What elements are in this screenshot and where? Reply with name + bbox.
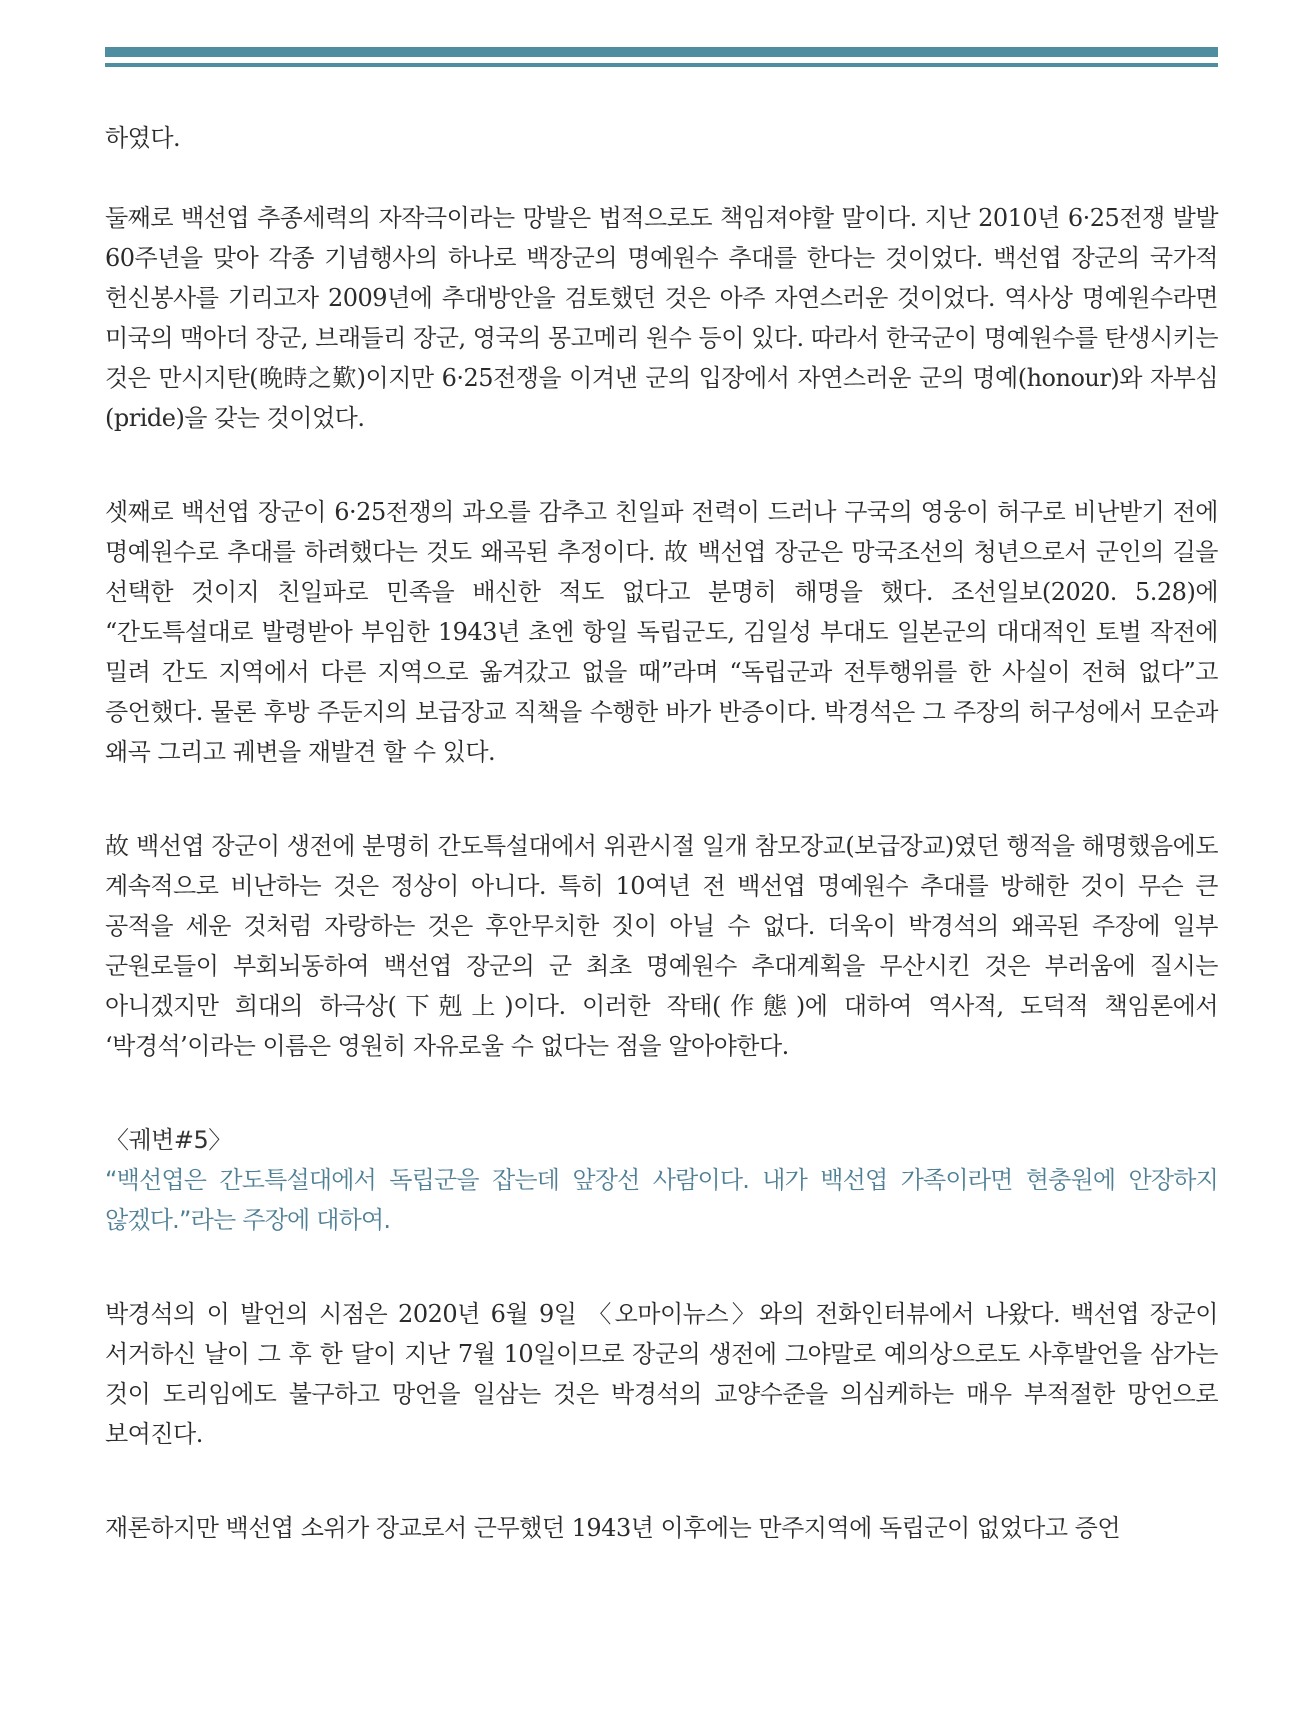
section-quote: “백선엽은 간도특설대에서 독립군을 잡는데 앞장선 사람이다. 내가 백선엽 가족이라면 현충원에 안장하지 않겠다.”라는 주장에 대하여. [105,1166,1218,1234]
header-rule-thick [105,47,1218,57]
article-body [105,118,1218,1602]
paragraph-restatement: 재론하지만 백선엽 소위가 장교로서 근무했던 1943년 이후에는 만주지역에 독립군이 없었다고 증언 [105,1514,1121,1542]
paragraph-second-point: 둘째로 백선엽 추종세력의 자작극이라는 망발은 법적으로도 책임져야할 말이다. 지난 2010년 6·25전쟁 발발 60주년을 맞아 각종 기념행사의 하나로 백장군의 명예원수 추대를 한다는 것이었다. 백선엽 장군의 국가적 헌신봉사를 기리고자 2009년에 추대방안을 검토했던 것은 아주 자연스러운 것이었다. 역사상 명예원수라면 미국의 맥아더 장군, 브래들리 장군, 영국의 몽고메리 원수 등이 있다. 따라서 한국군이 명예원수를 탄생시키는 것은 만시지탄(晩時之歎)이지만 6·25전쟁을 이겨낸 군의 입장에서 자연스러운 군의 명예(honour)와 자부심(pride)을 갖는 것이었다. [105,204,1218,432]
header-rule-thin [105,63,1218,67]
paragraph-third-point: 셋째로 백선엽 장군이 6·25전쟁의 과오를 감추고 친일파 전력이 드러나 구국의 영웅이 허구로 비난받기 전에 명예원수로 추대를 하려했다는 것도 왜곡된 추정이다. 故 백선엽 장군은 망국조선의 청년으로서 군인의 길을 선택한 것이지 친일파로 민족을 배신한 적도 없다고 분명히 해명을 했다. 조선일보(2020. 5.28)에 “간도특설대로 발령받아 부임한 1943년 초엔 항일 독립군도, 김일성 부대도 일본군의 대대적인 토벌 작전에 밀려 간도 지역에서 다른 지역으로 옮겨갔고 없을 때”라며 “독립군과 전투행위를 한 사실이 전혀 없다”고 증언했다. 물론 후방 주둔지의 보급장교 직책을 수행한 바가 반증이다. 박경석은 그 주장의 허구성에서 모순과 왜곡 그리고 궤변을 재발견 할 수 있다. [105,498,1218,766]
paragraph-interview: 박경석의 이 발언의 시점은 2020년 6월 9일 〈오마이뉴스〉와의 전화인터뷰에서 나왔다. 백선엽 장군이 서거하신 날이 그 후 한 달이 지난 7월 10일이므로 장군의 생전에 그야말로 예의상으로도 사후발언을 삼가는 것이 도리임에도 불구하고 망언을 일삼는 것은 박경석의 교양수준을 의심케하는 매우 부적절한 망언으로 보여진다. [105,1300,1218,1448]
section-heading: 〈궤변#5〉 [105,1126,232,1154]
paragraph-rebuttal: 故 백선엽 장군이 생전에 분명히 간도특설대에서 위관시절 일개 참모장교(보급장교)였던 행적을 해명했음에도 계속적으로 비난하는 것은 정상이 아니다. 특히 10여년 전 백선엽 명예원수 추대를 방해한 것이 무슨 큰 공적을 세운 것처럼 자랑하는 것은 후안무치한 짓이 아닐 수 없다. 더욱이 박경석의 왜곡된 주장에 일부 군원로들이 부회뇌동하여 백선엽 장군의 군 최초 명예원수 추대계획을 무산시킨 것은 부러움에 질시는 아니겠지만 희대의 하극상(下剋上)이다. 이러한 작태(作態)에 대하여 역사적, 도덕적 책임론에서 ‘박경석’이라는 이름은 영원히 자유로울 수 없다는 점을 알아야한다. [105,832,1218,1060]
paragraph-continuation: 하였다. [105,124,181,152]
